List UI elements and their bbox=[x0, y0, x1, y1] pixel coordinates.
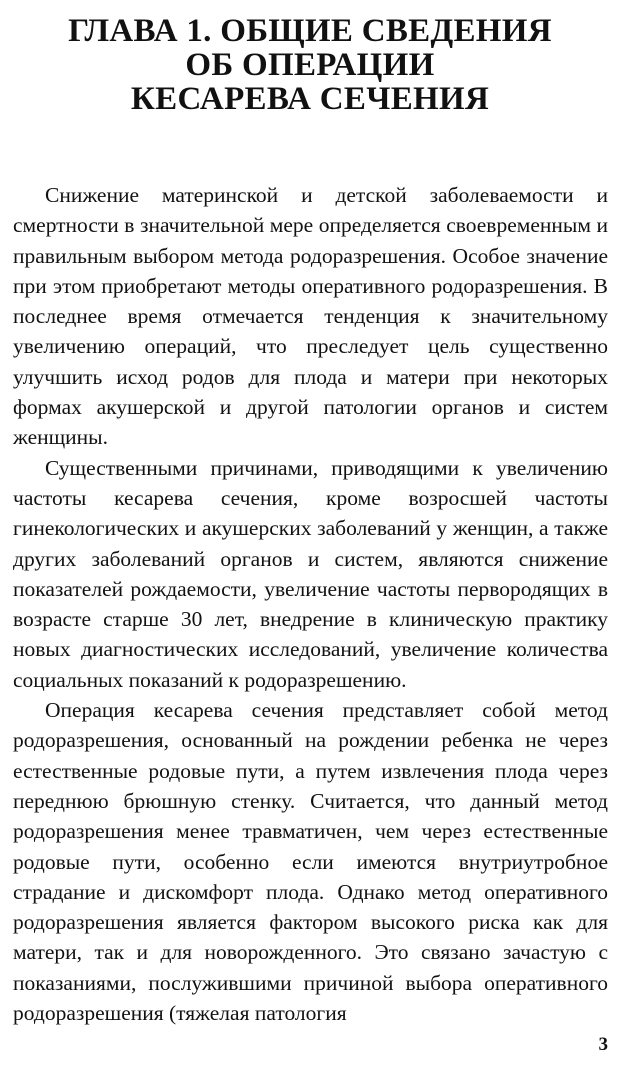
chapter-title-line: ОБ ОПЕРАЦИИ bbox=[185, 47, 435, 83]
body-text bbox=[13, 180, 608, 1028]
chapter-title-line: ГЛАВА 1. ОБЩИЕ СВЕДЕНИЯ bbox=[68, 13, 552, 49]
chapter-title-line: КЕСАРЕВА СЕЧЕНИЯ bbox=[130, 81, 490, 117]
chapter-title bbox=[0, 14, 620, 116]
paragraph: Снижение материнской и детской заболеваемости и смертности в значительной мере определяется своевременным и правильным выбором метода родоразрешения. Особое значение при этом приобретают методы оперативного родоразрешения. В последнее время отмечается тенденция к значительному увеличению операций, что преследует цель существенно улучшить исход родов для плода и матери при некоторых формах акушерской и другой патологии органов и систем женщины. bbox=[13, 183, 608, 450]
paragraph: Существенными причинами, приводящими к увеличению частоты кесарева сечения, кроме возросшей частоты гинекологических и акушерских заболеваний у женщин, а также других заболеваний органов и систем, являются снижение показателей рождаемости, увеличение частоты первородящих в возрасте старше 30 лет, внедрение в клиническую практику новых диагностических исследований, увеличение количества социальных показаний к родоразрешению. bbox=[13, 455, 608, 692]
page-number: 3 bbox=[598, 1034, 608, 1055]
paragraph: Операция кесарева сечения представляет собой метод родоразрешения, основанный на рождении ребенка не через естественные родовые пути, а путем извлечения плода через переднюю брюшную стенку. Считается, что данный метод родоразрешения менее травматичен, чем через естественные родовые пути, особенно если имеются внутриутробное страдание и дискомфорт плода. Однако метод оперативного родоразрешения является фактором высокого риска как для матери, так и для новорожденного. Это связано зачастую с показаниями, послужившими причиной выбора оперативного родоразрешения (тяжелая патология bbox=[13, 698, 608, 1026]
